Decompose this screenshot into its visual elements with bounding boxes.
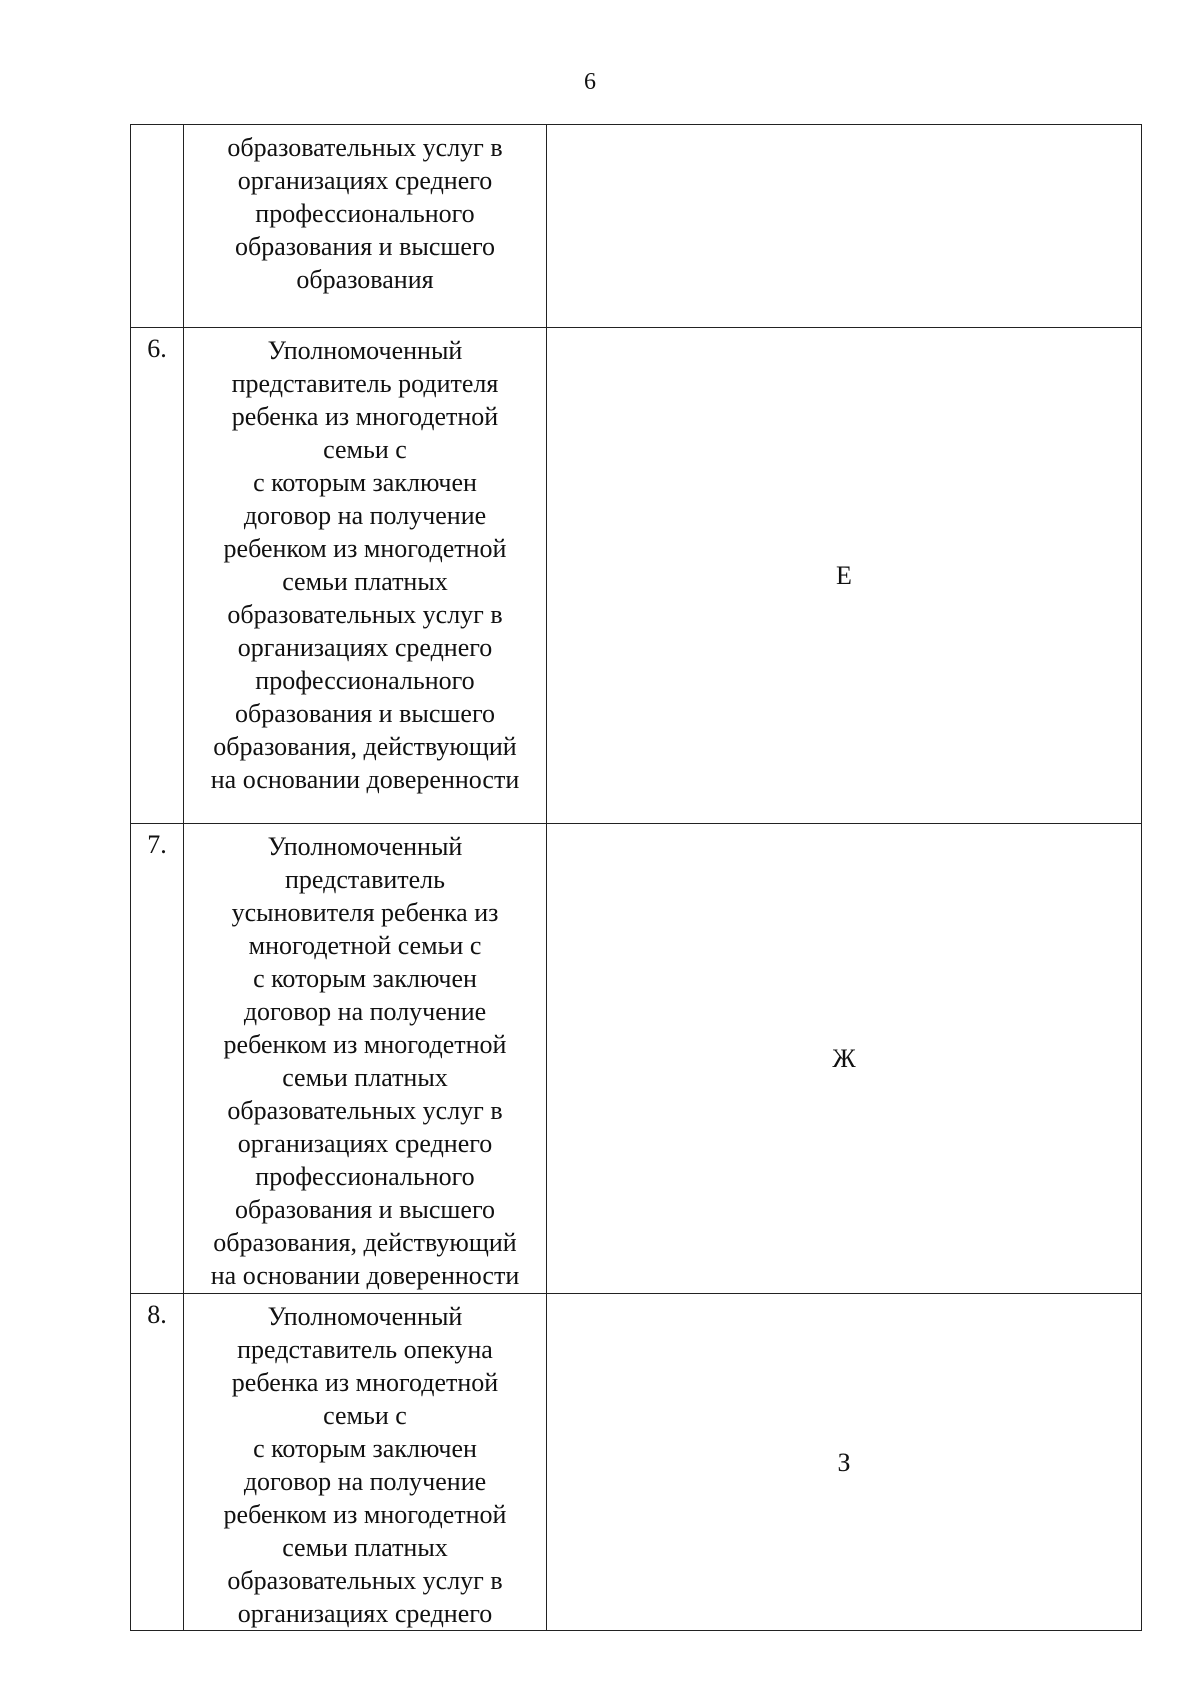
row-description-cell [184,1294,547,1631]
description-line: представитель родителя [231,369,499,398]
description-line: образовательных услуг в [227,1566,503,1595]
row-code-cell: Е [547,328,1142,824]
description-line: на основании доверенности [210,765,520,794]
description-line: организациях среднего [237,1599,493,1628]
row-description-cell [184,328,547,824]
description-line: профессионального [255,199,475,228]
description-line: образовательных услуг в [227,133,503,162]
description-line: семьи с [323,435,407,464]
description-line: семьи платных [282,1063,448,1092]
description-line: многодетной семьи с [248,931,482,960]
description-line: образования, действующий [213,1228,517,1257]
description-line: образования и высшего [235,699,495,728]
description-line: ребенком из многодетной [223,1030,507,1059]
table-row [131,328,1142,824]
description-line: Уполномоченный [267,336,463,365]
description-line: договор на получение [243,501,487,530]
description-line: семьи с [323,1401,407,1430]
row-code-cell: Ж [547,824,1142,1294]
table-row [131,125,1142,328]
description-line: ребенком из многодетной [223,1500,507,1529]
description-line: с которым заключен [253,1434,477,1463]
description-line: Уполномоченный [267,832,463,861]
description-line: образовательных услуг в [227,600,503,629]
description-line: профессионального [255,1162,475,1191]
description-line: семьи платных [282,1533,448,1562]
description-line: ребенка из многодетной [231,402,499,431]
description-line: профессионального [255,666,475,695]
description-line: семьи платных [282,567,448,596]
row-number-cell: 6. [131,328,184,824]
description-line: на основании доверенности [210,1261,520,1290]
description-line: договор на получение [243,1467,487,1496]
description-line: договор на получение [243,997,487,1026]
description-line: с которым заключен [253,468,477,497]
description-line: организациях среднего [237,1129,493,1158]
description-line: образовательных услуг в [227,1096,503,1125]
description-line: с которым заключен [253,964,477,993]
description-line: Уполномоченный [267,1302,463,1331]
description-line: образования и высшего [235,1195,495,1224]
page-number: 6 [584,69,596,95]
description-line: ребенка из многодетной [231,1368,499,1397]
description-line: образования и высшего [235,232,495,261]
row-description-cell [184,125,547,328]
table-row [131,1294,1142,1631]
row-number-cell [131,125,184,328]
row-code-cell [547,125,1142,328]
description-line: образования [296,265,434,294]
description-line: усыновителя ребенка из [231,898,499,927]
description-line: представитель [284,865,446,894]
row-description-cell [184,824,547,1294]
row-number-cell: 7. [131,824,184,1294]
table-row [131,824,1142,1294]
description-line: ребенком из многодетной [223,534,507,563]
document-table [130,124,1142,1631]
description-line: организациях среднего [237,166,493,195]
description-line: организациях среднего [237,633,493,662]
row-number-cell: 8. [131,1294,184,1631]
description-line: образования, действующий [213,732,517,761]
row-code-cell: З [547,1294,1142,1631]
description-line: представитель опекуна [237,1335,493,1364]
